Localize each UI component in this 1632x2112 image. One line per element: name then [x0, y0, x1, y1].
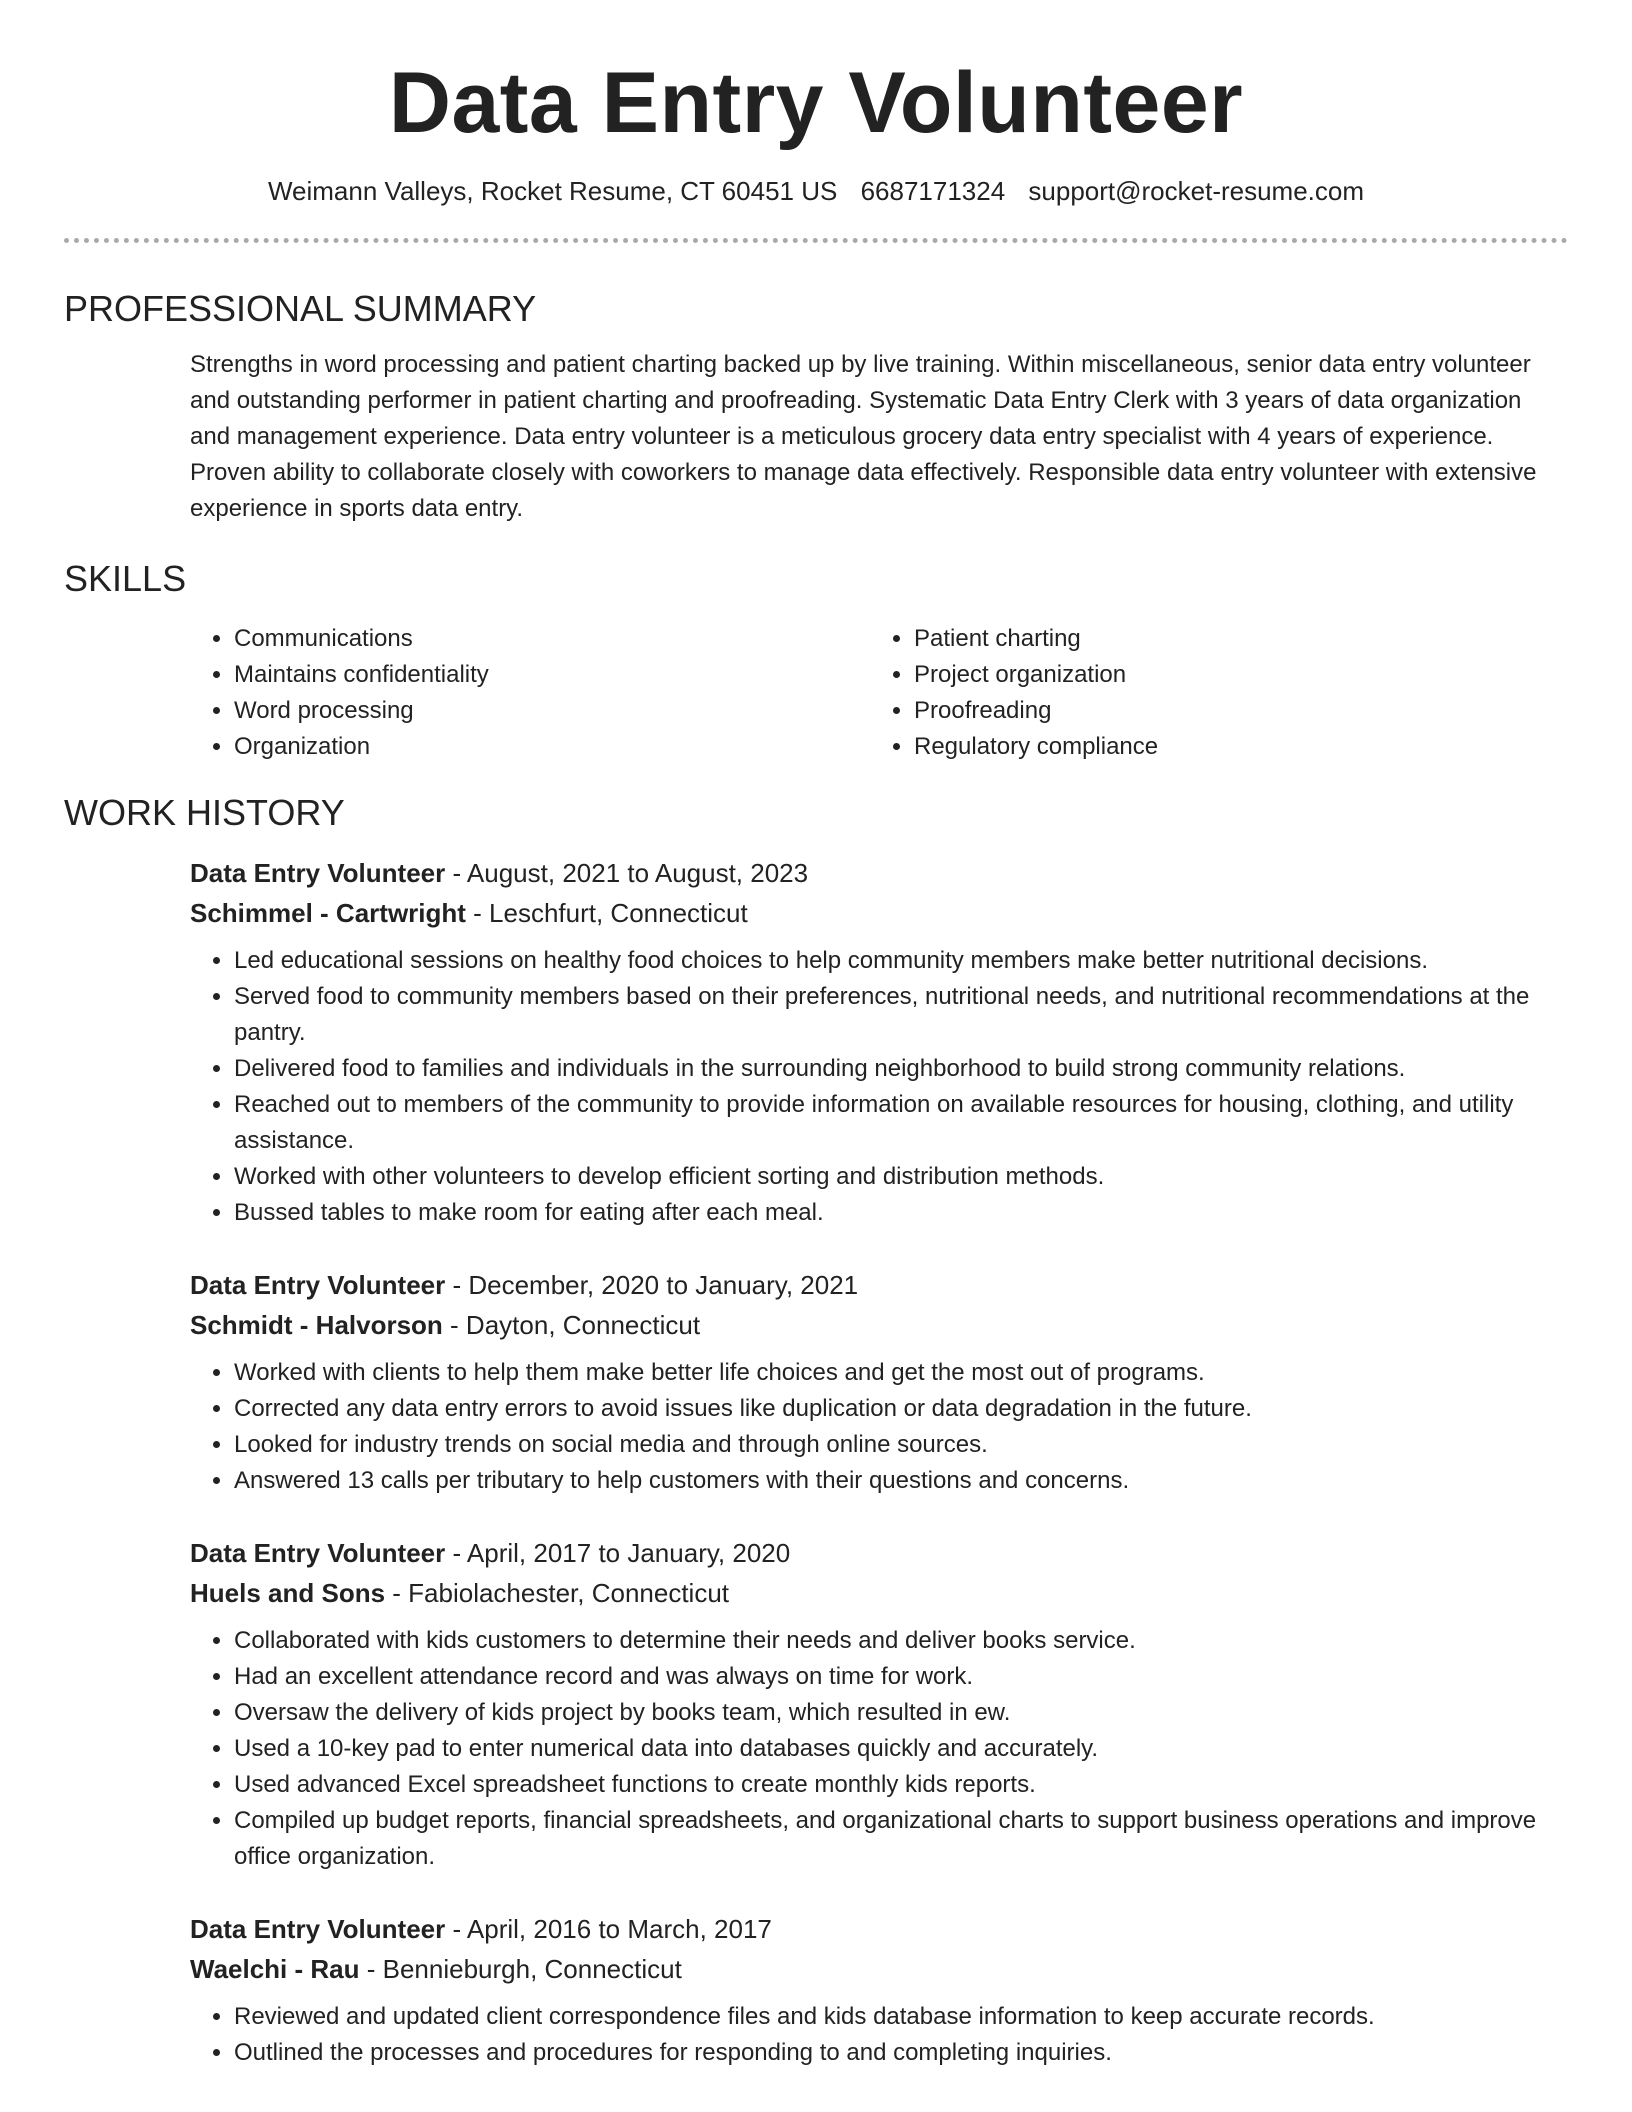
duty-item: • Corrected any data entry errors to avoid issues like duplication or data degradation in the future.: [234, 1391, 1568, 1427]
job-title-line: [190, 1533, 1568, 1573]
job-company-line: [190, 1949, 1568, 1989]
job-company-line: [190, 1305, 1568, 1345]
duty-item: • Used a 10-key pad to enter numerical data into databases quickly and accurately.: [234, 1731, 1568, 1767]
duty-item: • Delivered food to families and individuals in the surrounding neighborhood to build strong community relations.: [234, 1051, 1568, 1087]
summary-text: Strengths in word processing and patient charting backed up by live training. Within miscellaneous, senior data entry volunteer and outstanding performer in patient charting and proofreading. Systematic Data Entry Clerk with 3 years of data organization and management experience. Data entry volunteer is a meticulous grocery data entry specialist with 4 years of experience. Proven ability to collaborate closely with coworkers to manage data effectively. Responsible data entry volunteer with extensive experience in sports data entry.: [190, 351, 1537, 522]
job-entry: [190, 1533, 1568, 1875]
job-dates: - April, 2016 to March, 2017: [445, 1914, 772, 1944]
job-role: Data Entry Volunteer: [190, 1914, 446, 1944]
duty-item: • Led educational sessions on healthy food choices to help community members make better nutritional decisions.: [234, 943, 1568, 979]
job-duties: [190, 1355, 1568, 1499]
job-dates: - April, 2017 to January, 2020: [445, 1538, 791, 1568]
skill-item: • Regulatory compliance: [914, 729, 1550, 765]
job-entry: [190, 1909, 1568, 2071]
duty-item: • Looked for industry trends on social media and through online sources.: [234, 1427, 1568, 1463]
duty-item: • Served food to community members based on their preferences, nutritional needs, and nutritional recommendations at the pantry.: [234, 979, 1568, 1051]
skill-item: • Patient charting: [914, 621, 1550, 657]
work-history-heading: WORK HISTORY: [64, 792, 345, 833]
duty-item: • Had an excellent attendance record and was always on time for work.: [234, 1659, 1568, 1695]
skill-item: • Organization: [234, 729, 870, 765]
skill-item: • Communications: [234, 621, 870, 657]
job-company: Schmidt - Halvorson: [190, 1310, 443, 1340]
duty-item: • Compiled up budget reports, financial spreadsheets, and organizational charts to support business operations and improve office organization.: [234, 1803, 1568, 1875]
job-company-line: [190, 893, 1568, 933]
job-title-line: [190, 853, 1568, 893]
duty-item: • Collaborated with kids customers to determine their needs and deliver books service.: [234, 1623, 1568, 1659]
duty-item: • Worked with other volunteers to develop efficient sorting and distribution methods.: [234, 1159, 1568, 1195]
skill-item: • Maintains confidentiality: [234, 657, 870, 693]
skill-item: • Word processing: [234, 693, 870, 729]
job-company: Schimmel - Cartwright: [190, 898, 466, 928]
duty-item: • Used advanced Excel spreadsheet functions to create monthly kids reports.: [234, 1767, 1568, 1803]
contact-email: support@rocket-resume.com: [1028, 176, 1365, 206]
job-duties: [190, 1999, 1568, 2071]
resume-page: [64, 0, 1568, 2071]
job-dates: - August, 2021 to August, 2023: [445, 858, 809, 888]
job-duties: [190, 1623, 1568, 1875]
skill-item: • Proofreading: [914, 693, 1550, 729]
job-title-line: [190, 1265, 1568, 1305]
skills-column-right: [870, 621, 1550, 765]
job-entry: [190, 1265, 1568, 1499]
skills-column-left: [190, 621, 870, 765]
job-location: - Fabiolachester, Connecticut: [385, 1578, 730, 1608]
job-company-line: [190, 1573, 1568, 1613]
candidate-name: Data Entry Volunteer: [388, 55, 1244, 151]
duty-item: • Bussed tables to make room for eating after each meal.: [234, 1195, 1568, 1231]
duty-item: • Reached out to members of the community to provide information on available resources for housing, clothing, and utility assistance.: [234, 1087, 1568, 1159]
duty-item: • Reviewed and updated client correspondence files and kids database information to keep accurate records.: [234, 1999, 1568, 2035]
job-company: Huels and Sons: [190, 1578, 386, 1608]
job-entry: [190, 853, 1568, 1231]
job-company: Waelchi - Rau: [190, 1954, 360, 1984]
job-title-line: [190, 1909, 1568, 1949]
job-location: - Leschfurt, Connecticut: [465, 898, 748, 928]
job-location: - Dayton, Connecticut: [442, 1310, 701, 1340]
job-role: Data Entry Volunteer: [190, 858, 446, 888]
job-role: Data Entry Volunteer: [190, 1270, 446, 1300]
summary-heading: PROFESSIONAL SUMMARY: [64, 288, 537, 329]
skills-heading: SKILLS: [64, 558, 187, 599]
duty-item: • Worked with clients to help them make better life choices and get the most out of programs.: [234, 1355, 1568, 1391]
contact-phone: 6687171324: [860, 176, 1006, 206]
job-dates: - December, 2020 to January, 2021: [445, 1270, 859, 1300]
job-location: - Bennieburgh, Connecticut: [359, 1954, 682, 1984]
duty-item: • Oversaw the delivery of kids project by books team, which resulted in ew.: [234, 1695, 1568, 1731]
contact-line: [64, 174, 1568, 208]
skills-list: [190, 621, 1568, 765]
duty-item: • Outlined the processes and procedures for responding to and completing inquiries.: [234, 2035, 1568, 2071]
job-role: Data Entry Volunteer: [190, 1538, 446, 1568]
skill-item: • Project organization: [914, 657, 1550, 693]
header-divider: [64, 238, 1568, 243]
work-history-list: [190, 853, 1568, 2071]
job-duties: [190, 943, 1568, 1231]
duty-item: • Answered 13 calls per tributary to help customers with their questions and concerns.: [234, 1463, 1568, 1499]
contact-address: Weimann Valleys, Rocket Resume, CT 60451 US: [267, 176, 838, 206]
